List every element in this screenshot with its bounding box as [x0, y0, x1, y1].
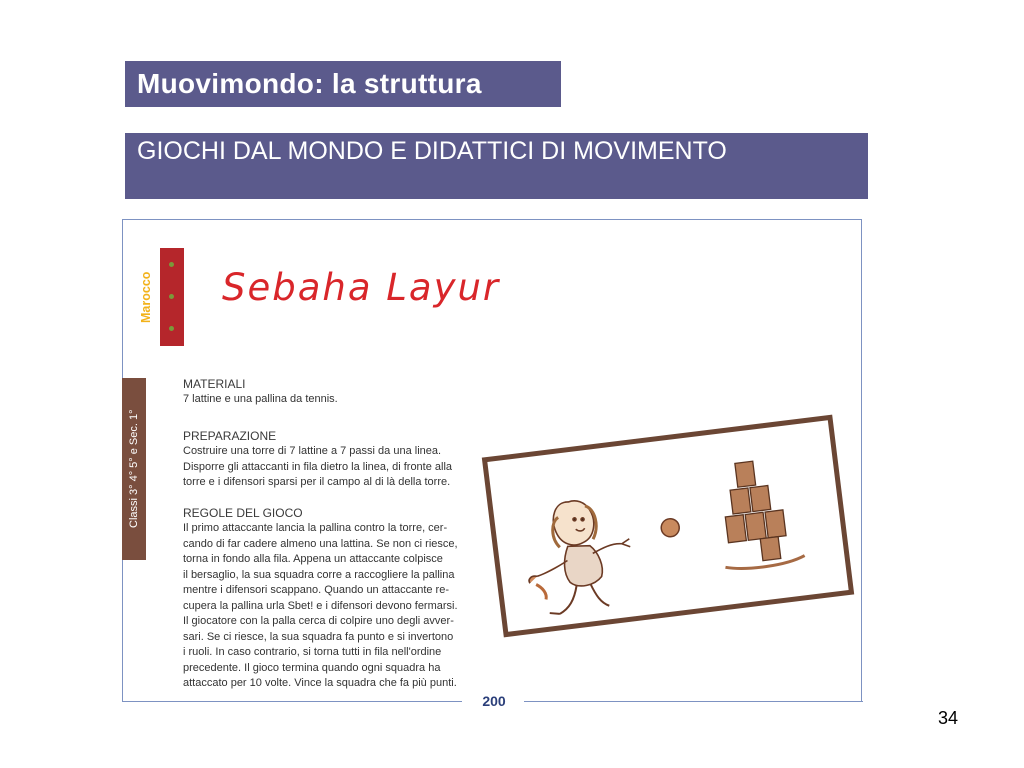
rules-line: sari. Se ci riesce, la sua squadra fa punto e si invertono	[183, 630, 454, 643]
preparation-heading: PREPARAZIONE	[183, 429, 277, 443]
rules-line: attaccato per 10 volte. Vince la squadra che fa più punti.	[183, 677, 457, 689]
rules-line: Il primo attaccante lancia la pallina contro la torre, cer-	[183, 522, 448, 534]
materials-heading: MATERIALI	[183, 377, 246, 391]
rules-line: Il giocatore con la palla cerca di colpire uno degli avver-	[183, 615, 454, 627]
dot-icon	[169, 294, 174, 299]
preparation-line: Costruire una torre di 7 lattine a 7 passi da una linea.	[183, 445, 442, 457]
slide-title: Muovimondo: la struttura	[125, 61, 561, 107]
rules-line: torna in fondo alla fila. Appena un attaccante colpisce	[183, 553, 443, 565]
rules-heading: REGOLE DEL GIOCO	[183, 506, 303, 520]
rules-line: cupera la pallina urla Sbet! e i difensori devono fermarsi.	[183, 599, 458, 612]
dot-icon	[169, 262, 174, 267]
country-tab	[160, 248, 184, 346]
class-label: Classi 3° 4° 5° e Sec. 1°	[128, 409, 140, 529]
rules-line: precedente. Il gioco termina quando ogni squadra ha	[183, 661, 441, 674]
materials-line: 7 lattine e una pallina da tennis.	[183, 393, 338, 405]
game-illustration	[480, 408, 856, 644]
page-divider-left	[122, 701, 462, 702]
slide-subtitle: GIOCHI DAL MONDO E DIDATTICI DI MOVIMENTO	[125, 133, 868, 199]
preparation-line: Disporre gli attaccanti in fila dietro la linea, di fronte alla	[183, 460, 453, 473]
country-label: Marocco	[139, 271, 153, 323]
rules-line: i ruoli. In caso contrario, si torna tutti in fila nell'ordine	[183, 646, 442, 658]
slide-number: 34	[938, 708, 959, 728]
preparation-line: torre e i difensori sparsi per il campo al di là della torre.	[183, 476, 451, 488]
book-page-number: 200	[482, 693, 506, 709]
preparation-section	[183, 429, 483, 491]
page-divider-right	[524, 701, 863, 702]
rules-section	[183, 506, 483, 692]
dot-icon	[169, 326, 174, 331]
rules-line: il bersaglio, la sua squadra corre a raccogliere la pallina	[183, 568, 455, 581]
materials-section	[183, 377, 483, 408]
rules-line: mentre i difensori scappano. Quando un attaccante re-	[183, 584, 449, 596]
game-title: Sebaha Layur	[222, 266, 501, 309]
rules-line: cando di far cadere almeno una lattina. Se non ci riesce,	[183, 537, 458, 550]
